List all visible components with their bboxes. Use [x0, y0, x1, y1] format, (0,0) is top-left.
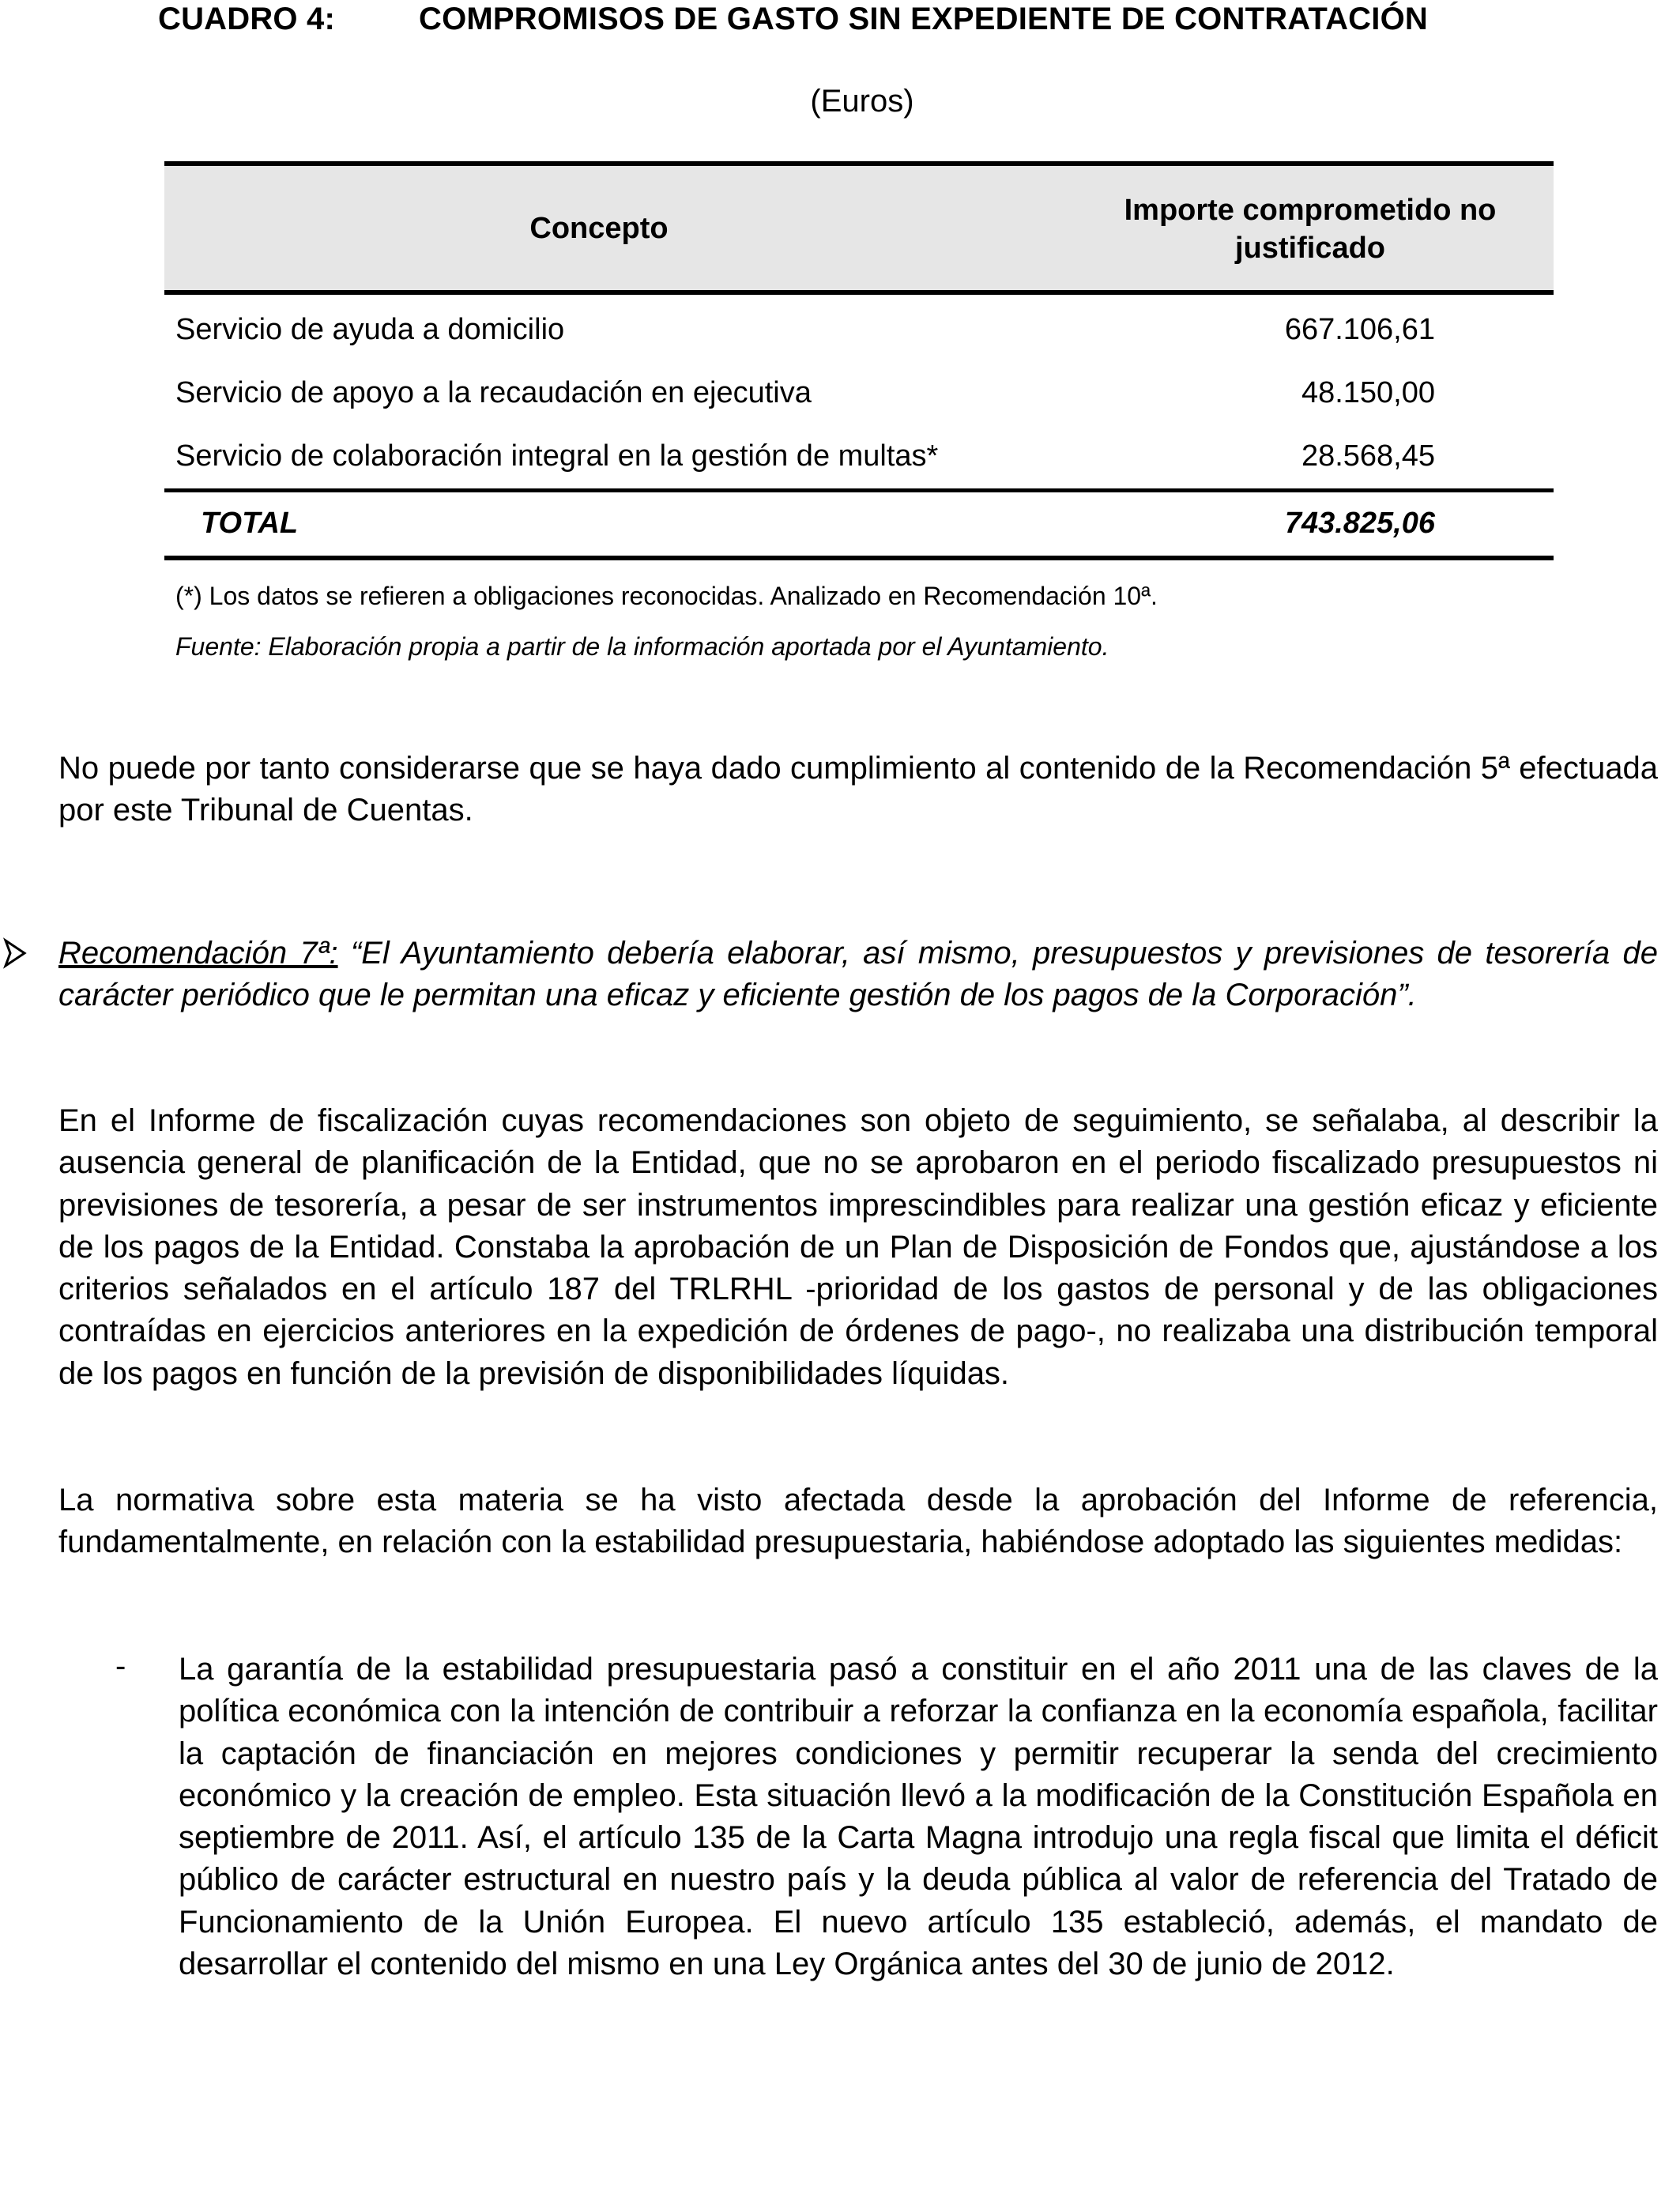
row-amount: 48.150,00 [1301, 376, 1435, 409]
total-label: TOTAL [201, 507, 299, 540]
table-total-row [164, 488, 1554, 560]
total-amount: 743.825,06 [1284, 507, 1435, 540]
row-amount: 28.568,45 [1301, 439, 1435, 473]
row-concept: Servicio de colaboración integral en la gestión de multas* [175, 439, 939, 473]
paragraph-2: En el Informe de fiscalización cuyas recomendaciones son objeto de seguimiento, se señalaba, al describir la ausencia general de planificación de la Entidad, que no se aprobaron en el periodo fiscalizado presupuestos ni previsiones de tesorería, a pesar de ser instrumentos imprescindibles para realizar una gestión eficaz y eficiente de los pagos de la Entidad. Constaba la aprobación de un Plan de Disposición de Fondos que, ajustándose a los criterios señalados en el artículo 187 del TRLRHL -prioridad de los gastos de personal y de las obligaciones contraídas en ejercicios anteriores en la expedición de órdenes de pago-, no realizaba una distribución temporal de los pagos en función de la previsión de disponibilidades líquidas. [58, 1103, 1658, 1391]
header-concept: Concepto [529, 212, 669, 245]
list-item-1: La garantía de la estabilidad presupuestaria pasó a constituir en el año 2011 una de las claves de la política económica con la intención de contribuir a reforzar la confianza en la economía española, facilitar la captación de financiación en mejores condiciones y permitir recuperar la senda del crecimiento económico y la creación de empleo. Esta situación llevó a la modificación de la Constitución Española en septiembre de 2011. Así, el artículo 135 de la Carta Magna introdujo una regla fiscal que limita el déficit público de carácter estructural en nuestro país y la deuda pública al valor de referencia del Tratado de Funcionamiento de la Unión Europea. El nuevo artículo 135 estableció, además, el mandato de desarrollar el contenido del mismo en una Ley Orgánica antes del 30 de junio de 2012. [179, 1652, 1658, 1982]
table-title: COMPROMISOS DE GASTO SIN EXPEDIENTE DE CONTRATACIÓN [419, 2, 1428, 36]
table-row [164, 299, 1554, 362]
list-dash: - [115, 1649, 126, 1683]
row-concept: Servicio de ayuda a domicilio [175, 313, 565, 346]
row-concept: Servicio de apoyo a la recaudación en ejecutiva [175, 376, 812, 409]
arrowhead-bullet-icon [3, 937, 27, 969]
paragraph-3: La normativa sobre esta materia se ha visto afectada desde la aprobación del Informe de referencia, fundamentalmente, en relación con la estabilidad presupuestaria, habiéndose adoptado las siguientes medidas: [58, 1483, 1658, 1560]
table-row [164, 425, 1554, 488]
expense-table [164, 161, 1554, 560]
table-footnote: (*) Los datos se refieren a obligaciones reconocidas. Analizado en Recomendación 10ª. [175, 582, 1158, 610]
table-body [164, 299, 1554, 488]
table-header-row [164, 161, 1554, 295]
table-heading [158, 2, 1428, 37]
paragraph-1: No puede por tanto considerarse que se haya dado cumplimiento al contenido de la Recomendación 5ª efectuada por este Tribunal de Cuentas. [58, 751, 1658, 828]
recommendation-label: Recomendación 7ª: [58, 936, 338, 971]
table-source: Fuente: Elaboración propia a partir de la información aportada por el Ayuntamiento. [175, 632, 1109, 661]
table-number: CUADRO 4: [158, 2, 336, 36]
recommendation-text: “El Ayuntamiento debería elaborar, así mismo, presupuestos y previsiones de tesorería de carácter periódico que le permitan una eficaz y eficiente gestión de los pagos de la Corporación”. [58, 936, 1659, 1013]
row-amount: 667.106,61 [1284, 313, 1435, 346]
header-amount-line1: Importe comprometido no [1124, 194, 1497, 227]
recommendation-7 [58, 933, 1658, 1017]
table-units: (Euros) [810, 84, 914, 119]
header-amount-line2: justificado [1234, 232, 1386, 265]
table-row [164, 362, 1554, 425]
header-amount [1073, 191, 1547, 267]
